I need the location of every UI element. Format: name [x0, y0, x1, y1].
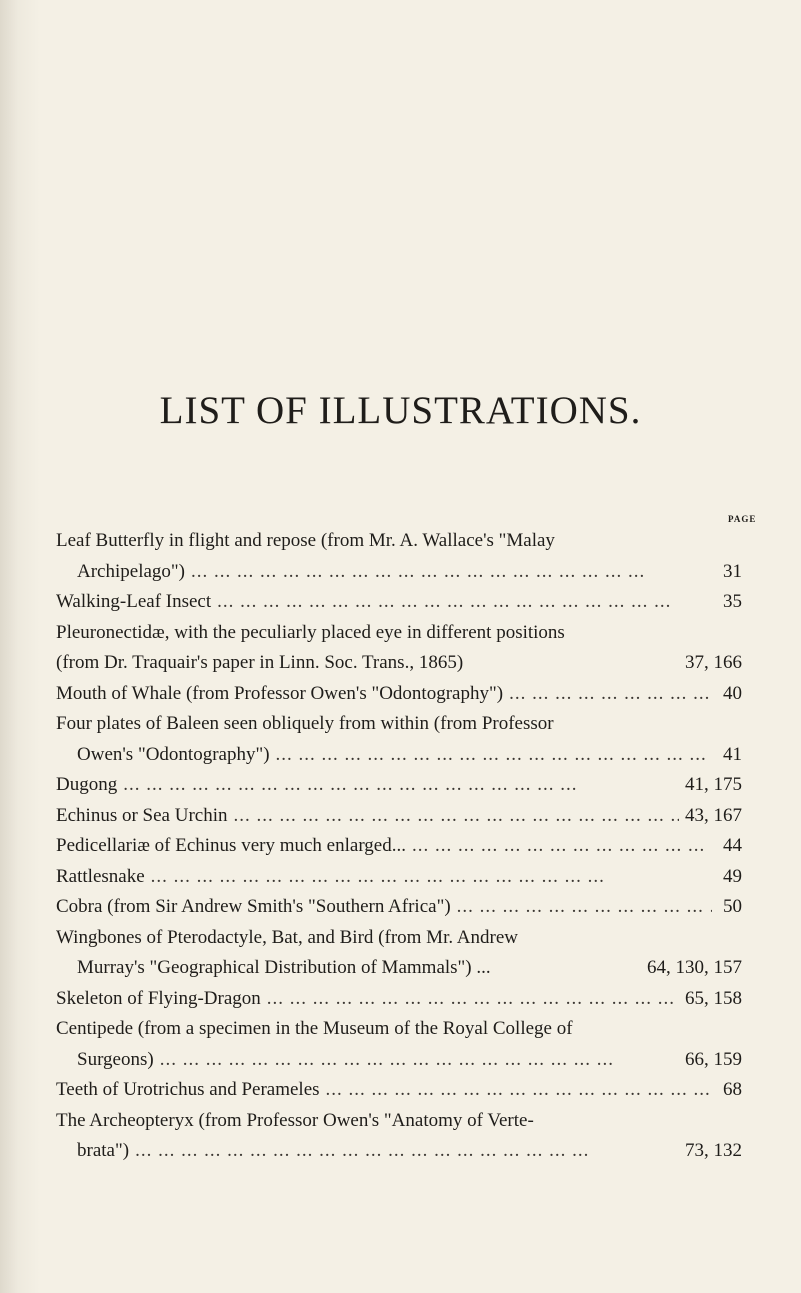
leader-dots: [457, 892, 712, 923]
list-item: [56, 923, 742, 984]
leader-dots: [509, 679, 712, 710]
entry-text-continued: brata"): [77, 1140, 130, 1161]
leader-dots: [217, 587, 712, 618]
list-item: [56, 1075, 742, 1106]
list-item: [56, 587, 742, 618]
list-item: [56, 831, 742, 862]
list-item: [56, 1106, 742, 1167]
list-item: [56, 618, 742, 679]
entry-text: Walking-Leaf Insect: [56, 591, 212, 612]
page-title: LIST OF ILLUSTRATIONS.: [159, 389, 642, 432]
list-item: [56, 679, 742, 710]
entry-text: Skeleton of Flying-Dragon: [56, 987, 261, 1009]
entry-text-continued: (from Dr. Traquair's paper in Linn. Soc. Trans., 1865): [56, 652, 464, 673]
entry-text-continued: Archipelago"): [77, 560, 185, 582]
page-number: 35: [723, 591, 742, 612]
page-number: 44: [723, 835, 742, 856]
entry-text-continued: Surgeons): [77, 1048, 154, 1070]
page-number: 43, 167: [685, 804, 742, 826]
entry-text-continued: Murray's "Geographical Distribution of Mammals") ...: [77, 957, 491, 978]
entry-text: Leaf Butterfly in flight and repose (from Mr. A. Wallace's "Malay: [56, 530, 555, 551]
leader-dots: [123, 770, 679, 801]
page-number: 68: [723, 1079, 742, 1100]
list-item: [56, 984, 742, 1015]
entry-text: Mouth of Whale (from Professor Owen's "Odontography"): [56, 682, 504, 704]
list-item: [56, 1014, 742, 1075]
leader-dots: [326, 1075, 712, 1106]
page-number: 50: [723, 896, 742, 917]
page-number: 41, 175: [685, 774, 742, 795]
leader-dots: [276, 740, 712, 771]
entry-text: Wingbones of Pterodactyle, Bat, and Bird (from Mr. Andrew: [56, 926, 519, 948]
leader-dots: [267, 984, 679, 1015]
page-number: 40: [723, 682, 742, 704]
entry-text: Echinus or Sea Urchin: [56, 804, 228, 826]
list-item: [56, 801, 742, 832]
entry-text: Teeth of Urotrichus and Perameles: [56, 1079, 320, 1100]
list-item: [56, 526, 742, 587]
entry-text: Cobra (from Sir Andrew Smith's "Southern Africa"): [56, 896, 451, 917]
page-number: 41: [723, 743, 742, 765]
page-number: 65, 158: [685, 987, 742, 1009]
page-number: 37, 166: [685, 652, 742, 673]
leader-dots: [151, 862, 712, 893]
entry-text: Centipede (from a specimen in the Museum of the Royal College of: [56, 1018, 573, 1039]
page-number: 73, 132: [685, 1140, 742, 1161]
list-item: [56, 709, 742, 770]
page-number: 66, 159: [685, 1048, 742, 1070]
page-column-label: PAGE: [728, 514, 757, 524]
entry-text: Rattlesnake: [56, 865, 145, 887]
entry-text: Dugong: [56, 774, 118, 795]
illustrations-list: [56, 526, 742, 1167]
entry-text-continued: Owen's "Odontography"): [77, 743, 270, 765]
leader-dots: [135, 1136, 679, 1167]
entry-text: Pleuronectidæ, with the peculiarly placed eye in different positions: [56, 621, 565, 643]
entry-text: Pedicellariæ of Echinus very much enlarged...: [56, 835, 406, 856]
page-number: 49: [723, 865, 742, 887]
list-item: [56, 892, 742, 923]
leader-dots: [191, 557, 712, 588]
leader-dots: [412, 831, 712, 862]
entry-text: Four plates of Baleen seen obliquely from within (from Professor: [56, 713, 554, 734]
leader-dots: [233, 801, 679, 832]
entry-text: The Archeopteryx (from Professor Owen's "Anatomy of Verte-: [56, 1109, 534, 1131]
list-item: [56, 770, 742, 801]
list-item: [56, 862, 742, 893]
leader-dots: [160, 1045, 679, 1076]
page-number: 31: [723, 560, 742, 582]
page-number: 64, 130, 157: [647, 957, 742, 978]
